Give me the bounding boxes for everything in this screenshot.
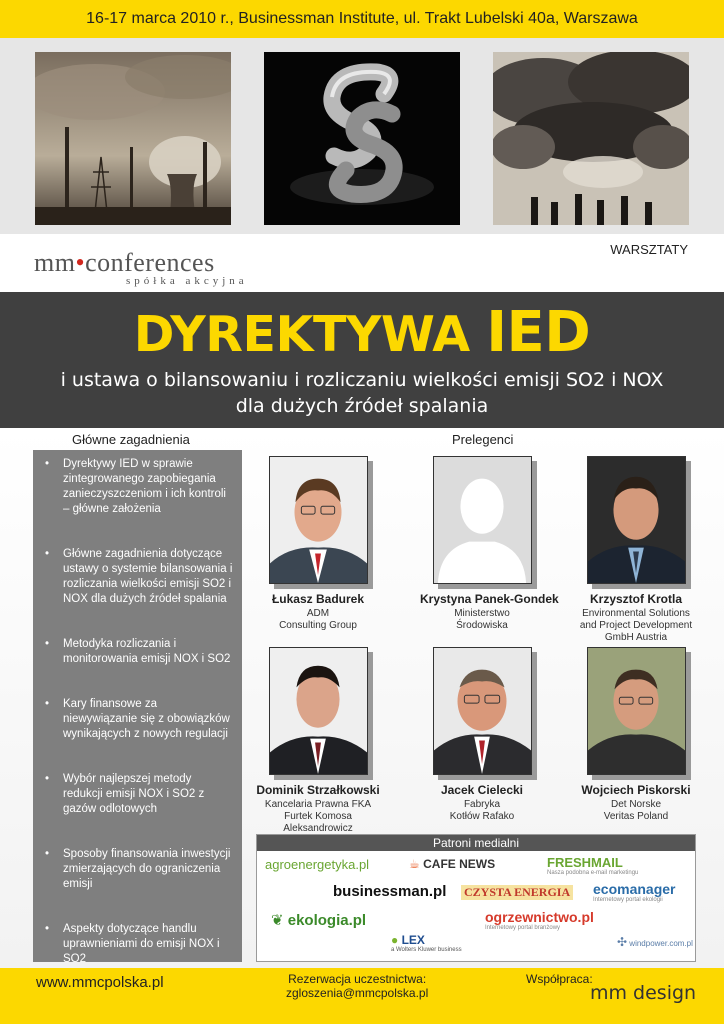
speaker-card: [256, 456, 380, 632]
mm-design-logo: mm design: [590, 982, 697, 1004]
mm-conferences-logo: [34, 248, 248, 287]
ogrzewnictwo-logo: ogrzewnictwo.pl Internetowy portal branżowy: [485, 909, 594, 931]
header-photos: [0, 38, 724, 234]
speaker-card: [256, 647, 380, 835]
windpower-logo: ✣ windpower.com.pl: [617, 935, 693, 949]
event-info-bar: [0, 0, 724, 38]
speaker-card: [420, 456, 559, 632]
speaker-org: Ministerstwo Środowiska: [454, 608, 510, 631]
speaker-photo: [269, 647, 368, 775]
speaker-name: Jacek Cielecki: [440, 783, 524, 797]
topics-panel: [33, 450, 242, 965]
reservation-info: Rezerwacja uczestnictwa: zgloszenia@mmcpolska.pl: [286, 972, 429, 1000]
cafe-cup-icon: ☕: [409, 857, 420, 871]
speaker-card: [420, 647, 544, 823]
workshop-label: WARSZTATY: [610, 242, 688, 257]
speaker-name: Krystyna Panek-Gondek: [420, 592, 559, 606]
speaker-org: Fabryka Kotłów Rafako: [449, 799, 515, 822]
speaker-org: Det Norske Veritas Poland: [603, 799, 669, 822]
agroenergetyka-logo: agroenergetyka.pl: [265, 857, 370, 872]
reservation-email-link[interactable]: zgloszenia@mmcpolska.pl: [286, 986, 429, 1000]
speaker-org: Environmental Solutions and Project Development GmbH Austria: [579, 608, 693, 643]
topics-list: [43, 457, 234, 967]
cooperation-label: Współpraca:: [526, 972, 593, 986]
speaker-photo: [433, 647, 532, 775]
speaker-photo: [587, 456, 686, 584]
topic-item: • Metodyka rozliczania i monitorowania emisji NOX i SO2: [43, 637, 234, 667]
person-silhouette-icon: [434, 457, 531, 583]
topic-item: • Kary finansowe za niewywiązanie się z obowiązków wynikających z nowych regulacji: [43, 697, 234, 742]
wind-turbine-icon: ✣: [617, 935, 628, 949]
ecomanager-logo: ecomanager Internetowy portal ekologii: [593, 881, 676, 903]
speakers-heading: Prelegenci: [452, 432, 514, 447]
speaker-name: Dominik Strzałkowski: [256, 783, 380, 797]
speaker-name: Krzysztof Krotla: [589, 592, 682, 606]
topic-item: • Wybór najlepszej metody redukcji emisji NOX i SO2 z gazów odlotowych: [43, 772, 234, 817]
cafe-news-logo: ☕ CAFE NEWS: [409, 857, 496, 871]
leaf-icon: ❦: [271, 912, 284, 929]
speaker-name: Łukasz Badurek: [271, 592, 365, 606]
speaker-photo-placeholder: [433, 456, 532, 584]
power-plant-photo: [35, 52, 231, 225]
speaker-photo: [269, 456, 368, 584]
topic-item: • Główne zagadnienia dotyczące ustawy o systemie bilansowania i rozliczania wielkości emisji SO2 i NOX dla dużych źródeł spalania: [43, 547, 234, 607]
businessman-logo: businessman.pl: [333, 883, 447, 900]
ekologia-logo: ❦ ekologia.pl: [271, 912, 367, 929]
media-patrons-box: [256, 834, 696, 962]
main-content: [0, 428, 724, 968]
footer-bar: [0, 968, 724, 1024]
logo-subtitle: spółka akcyjna: [126, 275, 248, 287]
speaker-photo: [587, 647, 686, 775]
speaker-org: ADM Consulting Group: [279, 608, 357, 631]
topic-item: • Aspekty dotyczące handlu uprawnieniami do emisji NOX i SO2: [43, 922, 234, 967]
lex-logo: ● LEX a Wolters Kluwer business: [391, 933, 462, 953]
patrons-heading: Patroni medialni: [257, 835, 695, 851]
lex-dot-icon: ●: [391, 933, 399, 947]
topic-item: • Sposoby finansowania inwestycji zmierzających do ograniczenia emisji: [43, 847, 234, 892]
logo-dot-icon: •: [75, 248, 86, 277]
speaker-card: [574, 456, 698, 644]
page-title: DYREKTYWA IED: [133, 300, 591, 365]
czysta-energia-logo: CZYSTA ENERGIA: [461, 885, 573, 900]
speaker-org: Kancelaria Prawna FKA Furtek Komosa Aleksandrowicz: [264, 799, 372, 834]
title-banner: [0, 292, 724, 428]
topic-item: • Dyrektywy IED w sprawie zintegrowanego zapobiegania zanieczyszczeniom i ich kontroli – główne założenia: [43, 457, 234, 517]
logo-wordmark: mm•conferences: [34, 248, 215, 277]
freshmail-logo: FRESHMAIL Nasza podobna e-mail marketingu: [547, 855, 639, 876]
speaker-name: Wojciech Piskorski: [581, 783, 691, 797]
speaker-card: [574, 647, 698, 823]
paragraph-sign-photo: [264, 52, 460, 225]
website-link[interactable]: www.mmcpolska.pl: [36, 974, 164, 991]
event-info: 16-17 marca 2010 r., Businessman Institute, ul. Trakt Lubelski 40a, Warszawa: [86, 10, 638, 27]
smoke-stacks-photo: [493, 52, 689, 225]
topics-heading: Główne zagadnienia: [72, 432, 190, 447]
page-subtitle: i ustawa o bilansowaniu i rozliczaniu wielkości emisji SO2 i NOX dla dużych źródeł spalania: [60, 369, 664, 417]
